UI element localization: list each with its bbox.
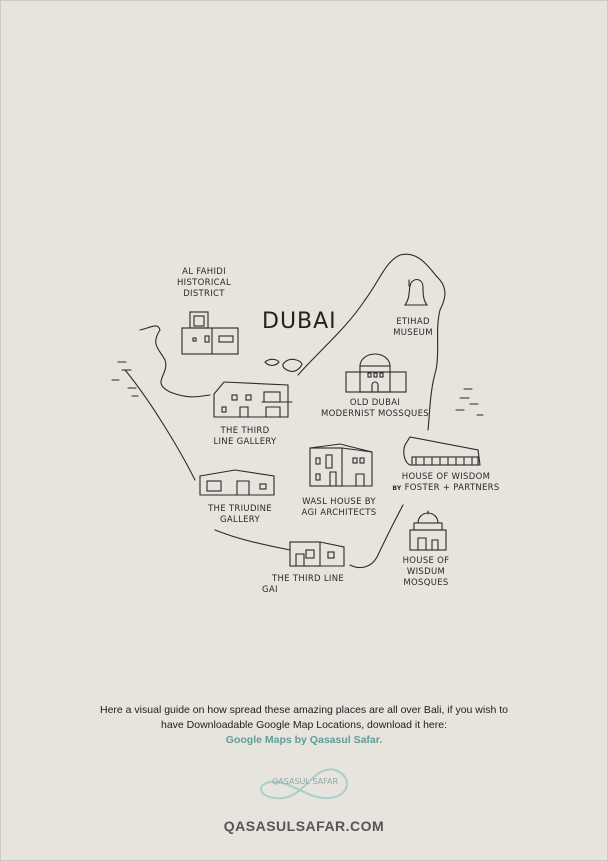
- label-line-text: FOSTER + PARTNERS: [404, 483, 500, 493]
- infinity-logo-icon: [255, 762, 355, 806]
- label-line: THE TRIUDINE: [208, 504, 272, 514]
- wisdom-mosque-building: [410, 511, 446, 550]
- label-line: WASL HOUSE BY: [302, 497, 376, 507]
- coastline-left: [140, 326, 210, 397]
- label-old-dubai-mosques: [305, 398, 445, 420]
- qasasul-safar-logo: [255, 762, 355, 806]
- old-dubai-mosque-building: [346, 354, 406, 392]
- third-line-gallery-building: [214, 382, 292, 417]
- label-line: HOUSE OF WISDOM: [401, 472, 491, 482]
- label-line: HISTORICAL: [176, 278, 232, 288]
- label-line: AL FAHIDI: [182, 267, 226, 277]
- label-line: MOSQUES: [403, 578, 449, 588]
- label-line: GAI: [262, 585, 278, 595]
- label-line: LINE GALLERY: [213, 437, 277, 447]
- map-title: DUBAI: [262, 309, 337, 334]
- label-wisdom-mosques: [391, 556, 461, 589]
- house-of-wisdom-building: [404, 437, 480, 465]
- label-line: ETIHAD: [396, 317, 430, 327]
- etihad-museum-building: [405, 280, 427, 305]
- label-etihad: [378, 317, 448, 339]
- wasl-house-building: [310, 444, 372, 486]
- label-line: AGI ARCHITECTS: [301, 508, 377, 518]
- label-triudine-gallery: [195, 504, 285, 526]
- label-line: THE THIRD LINE: [272, 574, 345, 584]
- logo-text: QASASUL SAFAR: [272, 777, 338, 786]
- label-line: [386, 483, 506, 494]
- caption-text: Here a visual guide on how spread these amazing places are all over Bali, if you wish to have Downloadable Google Map Locations, download it here:: [100, 704, 508, 731]
- website-url[interactable]: QASASULSAFAR.COM: [223, 818, 385, 834]
- label-wasl-house: [289, 497, 389, 519]
- third-line-gai-building: [290, 542, 344, 566]
- label-line: DISTRICT: [183, 289, 225, 299]
- creek-line: [125, 370, 195, 480]
- label-line: HOUSE OF: [402, 556, 450, 566]
- caption: [90, 703, 518, 748]
- island-2: [283, 359, 302, 371]
- label-third-line-gai: [262, 574, 362, 596]
- road-line: [215, 530, 290, 550]
- label-prefix: BY: [392, 485, 402, 492]
- label-line: MODERNIST MOSSQUES: [321, 409, 429, 419]
- triudine-gallery-building: [200, 470, 274, 495]
- al-fahidi-building: [182, 312, 238, 354]
- label-house-of-wisdom: [386, 472, 506, 494]
- label-line: THE THIRD: [220, 426, 270, 436]
- label-line: MUSEUM: [393, 328, 433, 338]
- label-line: WISDUM: [406, 567, 446, 577]
- label-al-fahidi: [164, 267, 244, 300]
- label-line: OLD DUBAI: [349, 398, 401, 408]
- label-third-line-gallery: [200, 426, 290, 448]
- google-maps-link[interactable]: Google Maps by Qasasul Safar.: [225, 734, 383, 746]
- island: [265, 359, 279, 365]
- label-line: GALLERY: [220, 515, 260, 525]
